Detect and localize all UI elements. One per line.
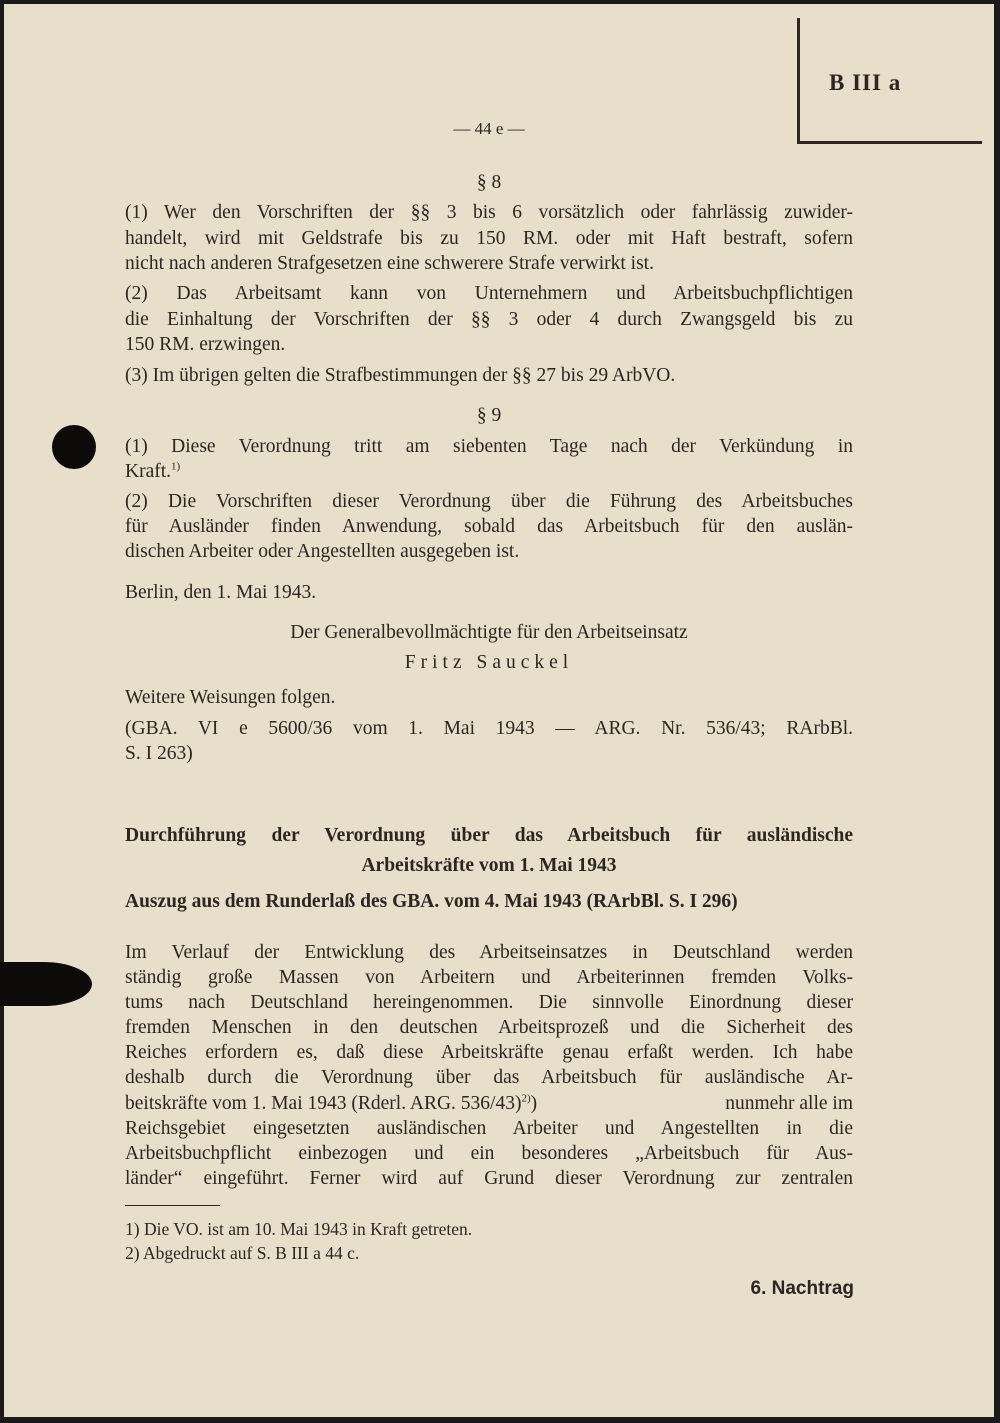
text-line: handelt, wird mit Geldstrafe bis zu 150 RM. oder mit Haft bestraft, sofern [125,228,853,249]
body-line: Arbeitsbuchpflicht einbezogen und ein besonderes „Arbeitsbuch für Aus- [125,1143,853,1164]
section-label: B III a [829,70,902,95]
body-line: ständig große Massen von Arbeitern und Arbeiterinnen fremden Volks- [125,967,853,988]
reference-line: S. I 263) [125,743,193,764]
body-line: Reiches erfordern es, daß diese Arbeitskräfte genau erfaßt werden. Ich habe [125,1042,853,1063]
text-line: (2) Das Arbeitsamt kann von Unternehmern und Arbeitsbuchpflichtigen [125,283,853,304]
section-8-title: § 8 [476,172,502,193]
text: beitskräfte vom 1. Mai 1943 (Rderl. ARG. 536/43)$^{2)}$) [125,1092,538,1114]
text: Kraft. [125,461,172,482]
footnote-divider [125,1205,220,1206]
footnote-ref: 1) [171,460,181,473]
body-line: tums nach Deutschland hereingenommen. Die sinnvolle Einordnung dieser [125,992,853,1013]
text: beitskräfte vom 1. Mai 1943 (Rderl. ARG. 536/43) [125,1093,522,1114]
ink-blot [0,962,92,1006]
text-line: (1) Diese Verordnung tritt am siebenten Tage nach der Verkündung in [125,436,853,457]
signatory-name: Fritz Sauckel [404,652,574,673]
text-line: 150 RM. erzwingen. [125,334,286,355]
body-line: länder“ eingeführt. Ferner wird auf Grund dieser Verordnung zur zentralen [125,1168,853,1189]
body-line: deshalb durch die Verordnung über das Arbeitsbuch für ausländische Ar- [125,1067,853,1088]
footnote: 2) Abgedruckt auf S. B III a 44 c. [125,1243,360,1263]
supplement-label: 6. Nachtrag [750,1278,854,1299]
text-line: für Ausländer finden Anwendung, sobald das Arbeitsbuch für den auslän- [125,516,853,537]
text-line: (3) Im übrigen gelten die Strafbestimmungen der §§ 27 bis 29 ArbVO. [125,365,676,386]
text: nunmehr alle im [725,1093,853,1114]
text-line: die Einhaltung der Vorschriften der §§ 3 oder 4 durch Zwangsgeld bis zu [125,309,853,330]
place-date: Berlin, den 1. Mai 1943. [125,582,317,603]
signatory-title: Der Generalbevollmächtigte für den Arbeitseinsatz [290,622,688,643]
body-line [125,1091,853,1117]
body-line: fremden Menschen in den deutschen Arbeitsprozeß und die Sicherheit des [125,1017,853,1038]
text-line: dischen Arbeiter oder Angestellten ausgegeben ist. [125,541,520,562]
note: Weitere Weisungen folgen. [125,687,336,708]
ink-blot [52,425,96,469]
text-line: nicht nach anderen Strafgesetzen eine schwerere Strafe verwirkt ist. [125,253,654,274]
section-9-title: § 9 [476,405,502,426]
page-number: — 44 e — [453,119,525,138]
text-line: (1) Wer den Vorschriften der §§ 3 bis 6 vorsätzlich oder fahrlässig zuwider- [125,202,853,223]
footnote: 1) Die VO. ist am 10. Mai 1943 in Kraft getreten. [125,1219,473,1239]
section-heading: Arbeitskräfte vom 1. Mai 1943 [361,855,617,876]
footnote-ref: 2) [521,1092,531,1105]
text-line [125,459,853,485]
reference-line: (GBA. VI e 5600/36 vom 1. Mai 1943 — ARG. Nr. 536/43; RArbBl. [125,718,853,739]
subheading-text: Auszug aus dem Runderlaß des GBA. vom 4. Mai 1943 (RArbBl. S. I 296) [125,891,738,912]
body-line: Im Verlauf der Entwicklung des Arbeitseinsatzes in Deutschland werden [125,942,853,963]
text-line: (2) Die Vorschriften dieser Verordnung über die Führung des Arbeitsbuches [125,491,853,512]
subheading [125,889,853,915]
body-line: Reichsgebiet eingesetzten ausländischen Arbeiter und Angestellten in die [125,1118,853,1139]
section-heading: Durchführung der Verordnung über das Arbeitsbuch für ausländische [125,825,853,846]
